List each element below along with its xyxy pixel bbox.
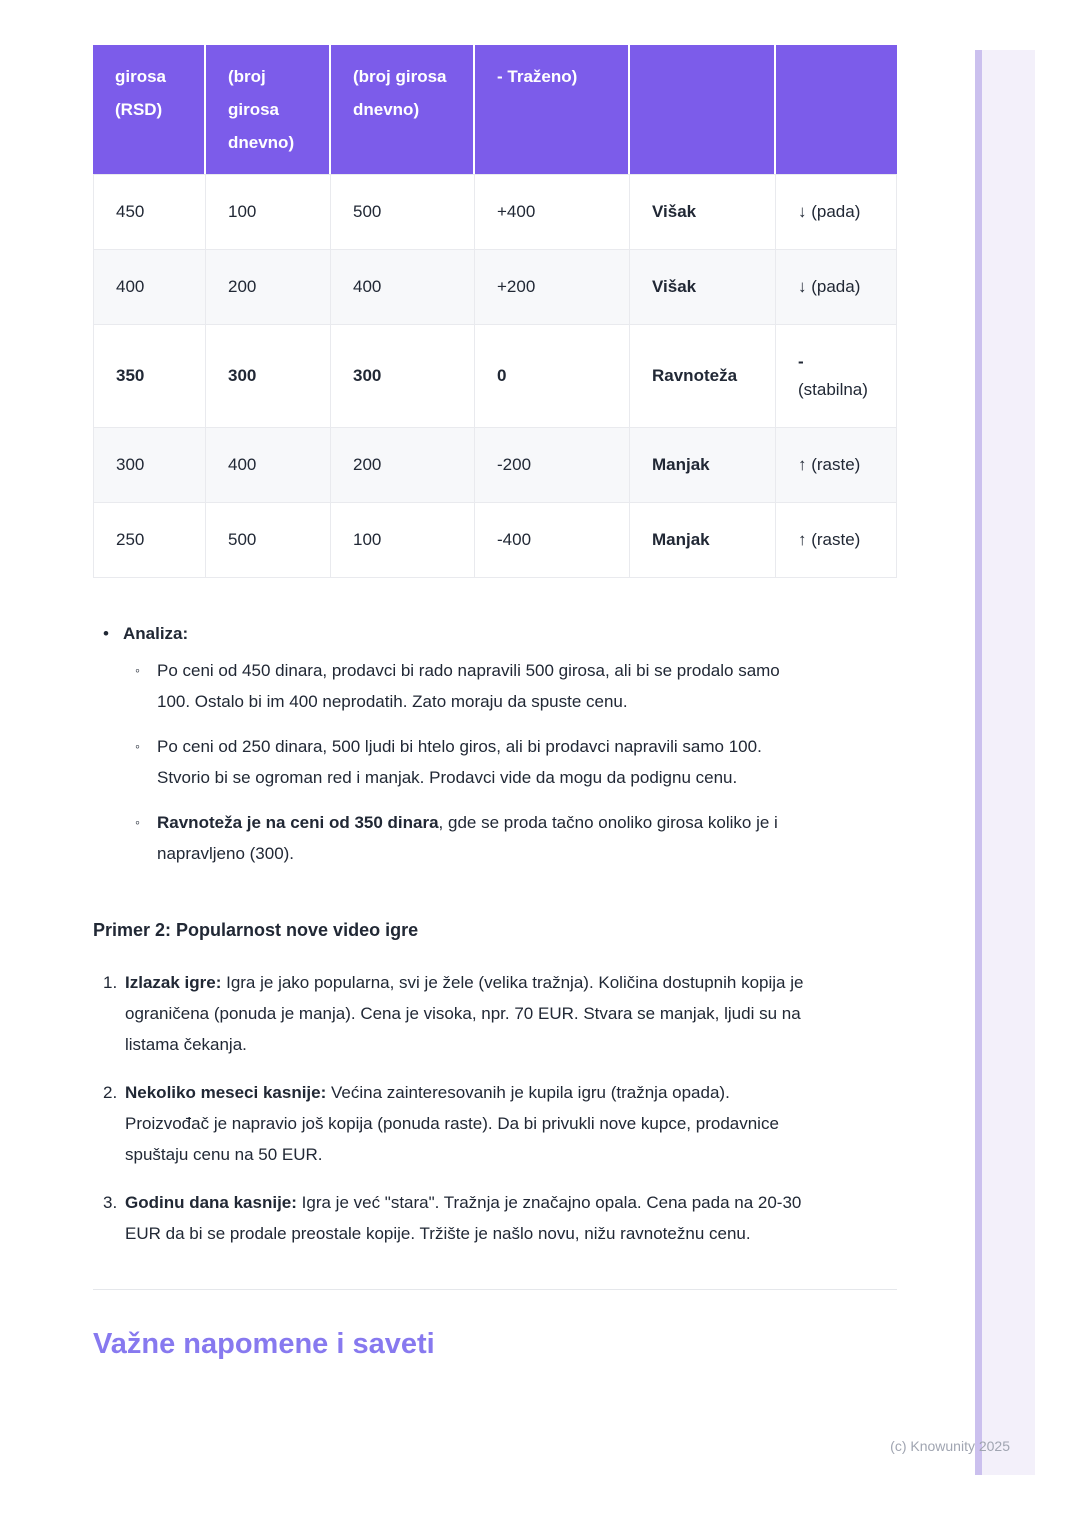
analysis-point-text: Po ceni od 450 dinara, prodavci bi rado napravili 500 girosa, ali bi se prodalo samo 100. Ostalo bi im 400 neprodatih. Zato moraju da spuste cenu.: [157, 661, 780, 711]
table-cell: 450: [93, 174, 206, 250]
primer2-title: Primer 2: Popularnost nove video igre: [93, 920, 419, 940]
table-cell: 500: [206, 503, 331, 578]
list-item: [135, 655, 897, 717]
table-cell: -200: [475, 428, 630, 503]
primer2-point: [125, 1187, 813, 1249]
table-header-cell: - Traženo): [475, 45, 630, 174]
list-item: [135, 731, 897, 793]
table-cell: 300: [206, 325, 331, 428]
table-cell: 200: [331, 428, 475, 503]
table-header-row: [93, 45, 897, 174]
table-cell: 250: [93, 503, 206, 578]
document-content: [93, 45, 897, 1361]
table-cell-trend: ↑ (raste): [776, 503, 897, 578]
table-cell: 300: [331, 325, 475, 428]
table-cell-status: Višak: [630, 250, 776, 325]
list-item: [103, 1187, 897, 1249]
primer2-point-bold: Godinu dana kasnije:: [125, 1193, 297, 1212]
table-header-cell: [630, 45, 776, 174]
table-row: [93, 503, 897, 578]
analysis-point-text: Po ceni od 250 dinara, 500 ljudi bi htelo giros, ali bi prodavci napravili samo 100. Stvorio bi se ogroman red i manjak. Prodavci vide da mogu da podignu cenu.: [157, 737, 762, 787]
circle-bullet-icon: ◦: [135, 738, 140, 754]
table-cell-trend: [776, 325, 897, 428]
primer2-point-text: Igra je jako popularna, svi je žele (velika tražnja). Količina dostupnih kopija je ograničena (ponuda je manja). Cena je visoka, npr. 70 EUR. Stvara se manjak, ljudi su na listama čekanja.: [125, 973, 804, 1054]
table-row: [93, 250, 897, 325]
table-cell: 500: [331, 174, 475, 250]
primer2-point: [125, 967, 813, 1060]
analysis-point-bold: Ravnoteža je na ceni od 350 dinara: [157, 813, 439, 832]
table-cell-status: Višak: [630, 174, 776, 250]
table-cell: 400: [331, 250, 475, 325]
primer2-point-text: Igra je već "stara". Tražnja je značajno opala. Cena pada na 20-30 EUR da bi se prodale preostale kopije. Tržište je našlo novu, nižu ravnotežnu cenu.: [125, 1193, 802, 1243]
list-item: [103, 1077, 897, 1170]
primer2-point-bold: Izlazak igre:: [125, 973, 222, 992]
list-number: 3.: [103, 1193, 118, 1212]
analysis-point: [157, 655, 813, 717]
list-item: [103, 967, 897, 1060]
analysis-point: [157, 807, 813, 869]
list-item: [135, 807, 897, 869]
table-row: [93, 428, 897, 503]
table-cell: 200: [206, 250, 331, 325]
table-cell-status: Manjak: [630, 428, 776, 503]
bullet-icon: •: [103, 624, 109, 643]
table-cell-trend: ↓ (pada): [776, 174, 897, 250]
table-cell: 400: [93, 250, 206, 325]
table-cell: +200: [475, 250, 630, 325]
table-cell-trend: ↓ (pada): [776, 250, 897, 325]
trend-label: (stabilna): [798, 380, 868, 399]
list-item: [93, 618, 897, 883]
list-number: 1.: [103, 973, 118, 992]
table-cell: +400: [475, 174, 630, 250]
table-cell: 300: [93, 428, 206, 503]
copyright-notice: (c) Knowunity 2025: [890, 1438, 1010, 1454]
table-row-equilibrium: [93, 325, 897, 428]
analysis-title: Analiza:: [123, 624, 189, 643]
primer2-point-text: Većina zainteresovanih je kupila igru (tražnja opada). Proizvođač je napravio još kopija (ponuda raste). Da bi privukli nove kupce, prodavnice spuštaju cenu na 50 EUR.: [125, 1083, 779, 1164]
table-header-cell: girosa (RSD): [93, 45, 206, 174]
equilibrium-table: [93, 45, 897, 578]
trend-dash: -: [798, 352, 804, 371]
analysis-point: [157, 731, 813, 793]
page-edge-line: [975, 50, 982, 1475]
page-edge-fill: [982, 50, 1035, 1475]
table-cell-status: Manjak: [630, 503, 776, 578]
page-edge-strip: [975, 50, 1035, 1475]
analysis-section: [93, 618, 897, 883]
table-cell: 0: [475, 325, 630, 428]
table-header-cell: [776, 45, 897, 174]
table-header-cell: (broj girosa dnevno): [331, 45, 475, 174]
table-header-cell: (broj girosa dnevno): [206, 45, 331, 174]
table-cell-status: Ravnoteža: [630, 325, 776, 428]
primer2-list: [93, 967, 897, 1249]
list-number: 2.: [103, 1083, 118, 1102]
analysis-point-text: , gde se proda tačno onoliko girosa koliko je i napravljeno (300).: [157, 813, 778, 863]
circle-bullet-icon: ◦: [135, 662, 140, 678]
divider: [93, 1289, 897, 1290]
table-cell-trend: ↑ (raste): [776, 428, 897, 503]
circle-bullet-icon: ◦: [135, 814, 140, 830]
table-row: [93, 174, 897, 250]
table-cell: 350: [93, 325, 206, 428]
section-heading: Važne napomene i saveti: [93, 1328, 435, 1360]
table-cell: 100: [206, 174, 331, 250]
primer2-point-bold: Nekoliko meseci kasnije:: [125, 1083, 327, 1102]
table-cell: -400: [475, 503, 630, 578]
table-cell: 400: [206, 428, 331, 503]
primer2-point: [125, 1077, 813, 1170]
table-cell: 100: [331, 503, 475, 578]
